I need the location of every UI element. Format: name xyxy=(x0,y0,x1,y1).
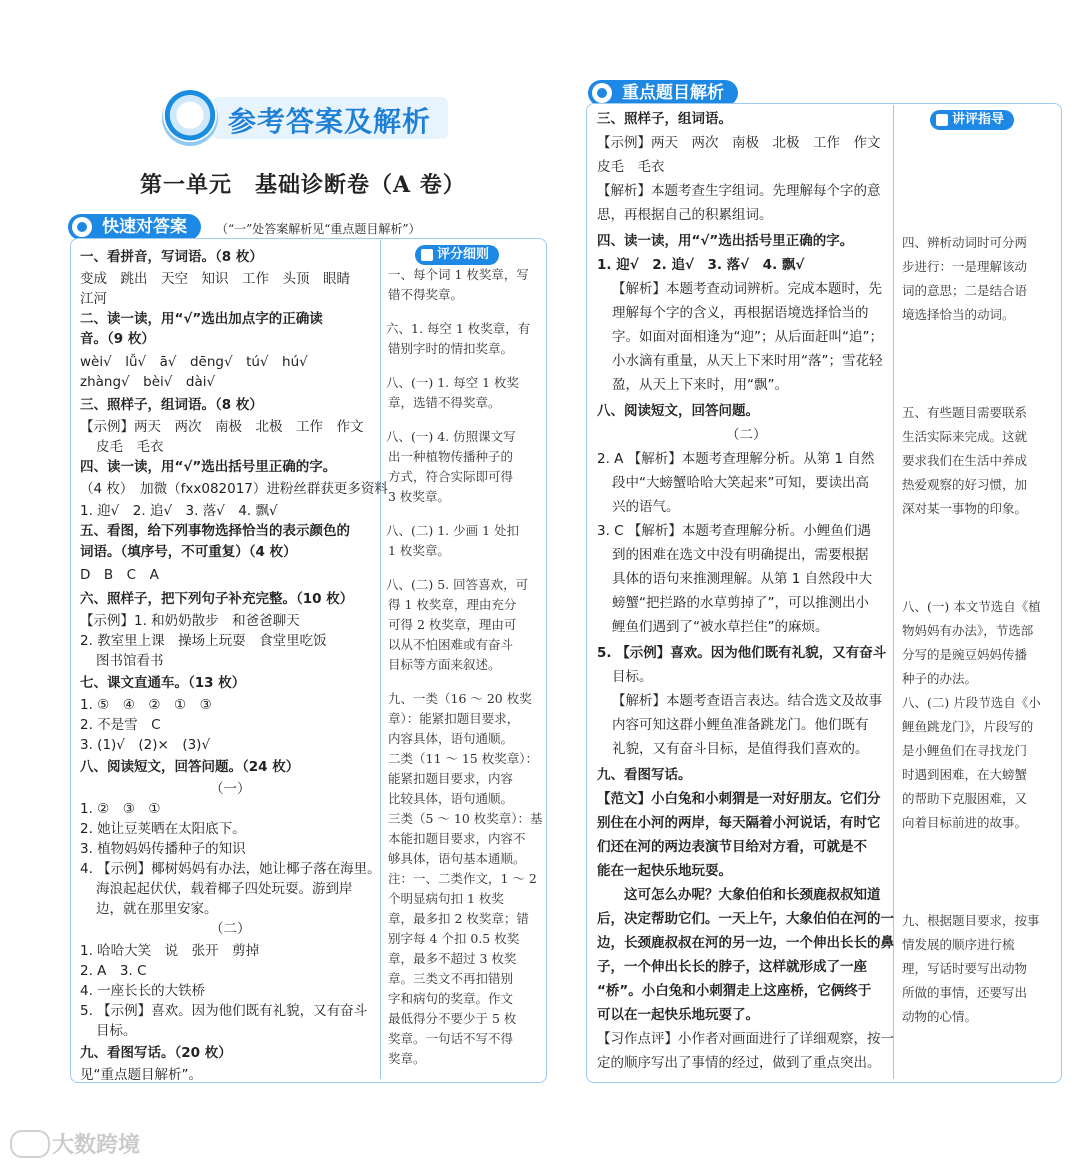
key-note: 九、根据题目要求，按事 xyxy=(902,913,1040,928)
key-line: 螃蟹“把拦路的水草剪掉了”，可以推测出小 xyxy=(612,595,869,611)
quick-note: 得 1 枚奖章，理由充分 xyxy=(388,597,517,612)
key-line: 段中“大螃蟹哈哈大笑起来”可知，要读出高 xyxy=(612,475,869,491)
quick-note: 错不得奖章。 xyxy=(388,287,464,302)
quick-line: 2. 教室里上课 操场上玩耍 食堂里吃饭 xyxy=(80,633,327,649)
quick-line: 1. ② ③ ① xyxy=(80,801,161,817)
key-line: 定的顺序写出了事情的经过，做到了重点突出。 xyxy=(597,1055,881,1071)
quick-note: 三类（5 ～ 10 枚奖章）：基 xyxy=(388,811,543,826)
quick-line: 1. 哈哈大笑 说 张开 剪掉 xyxy=(80,943,260,959)
quick-note: 错别字时的情扣奖章。 xyxy=(388,341,514,356)
quick-line: 4. 【示例】椰树妈妈有办法，她让椰子落在海里。 xyxy=(80,861,381,877)
quick-answers-header xyxy=(68,214,201,240)
key-line: 别住在小河的两岸，每天隔着小河说话，有时它 xyxy=(597,815,881,831)
quick-line: 六、照样子，把下列句子补充完整。（10 枚） xyxy=(80,591,354,607)
quick-line: 音。（9 枚） xyxy=(80,331,155,347)
key-note: 分写的是豌豆妈妈传播 xyxy=(902,647,1028,662)
key-line: 5. 【示例】喜欢。因为他们既有礼貌，又有奋斗 xyxy=(597,645,887,661)
lightbulb-icon xyxy=(592,83,612,103)
quick-note: 3 枚奖章。 xyxy=(388,489,450,504)
key-line: 字。如面对面相逢为“迎”；从后面赶叫“追”； xyxy=(612,329,883,345)
quick-note: 内容具体，语句通顺。 xyxy=(388,731,514,746)
quick-note: 二类（11 ～ 15 枚奖章）： xyxy=(388,751,538,766)
quick-note: 九、一类（16 ～ 20 枚奖 xyxy=(388,691,532,706)
key-line: 八、阅读短文，回答问题。 xyxy=(597,403,759,419)
key-line: 皮毛 毛衣 xyxy=(597,159,665,175)
key-note: 的帮助下克服困难，又 xyxy=(902,791,1028,806)
key-note: 深对某一事物的印象。 xyxy=(902,501,1028,516)
quick-line: 2. 她让豆荚晒在太阳底下。 xyxy=(80,821,246,837)
key-note: 词的意思；二是结合语 xyxy=(902,283,1028,298)
quick-note: 方式，符合实际即可得 xyxy=(388,469,514,484)
key-note: 动物的心情。 xyxy=(902,1009,978,1024)
key-line: 思，再根据自己的积累组词。 xyxy=(597,207,773,223)
quick-line: 2. 不是雪 C xyxy=(80,717,161,733)
quick-line: 5. 【示例】喜欢。因为他们既有礼貌，又有奋斗 xyxy=(80,1003,368,1019)
key-line: 【范文】小白兔和小刺猬是一对好朋友。它们分 xyxy=(597,791,881,807)
key-line: 盈，从天上下来时，用“飘”。 xyxy=(612,377,788,393)
quick-note: 最低得分不要少于 5 枚 xyxy=(388,1011,517,1026)
key-note: 八、(一) 本文节选自《植 xyxy=(902,599,1041,614)
quick-answers-label: 快速对答案 xyxy=(102,217,187,237)
quick-line: 皮毛 毛衣 xyxy=(96,439,164,455)
column-divider xyxy=(893,105,894,1079)
unit-title: 第一单元 基础诊断卷（A 卷） xyxy=(140,172,466,198)
key-line: 2. A 【解析】本题考查理解分析。从第 1 自然 xyxy=(597,451,875,467)
key-note: 所做的事情，还要写出 xyxy=(902,985,1028,1000)
key-line: 【解析】本题考查生字组词。先理解每个字的意 xyxy=(597,183,881,199)
quick-line: 五、看图，给下列事物选择恰当的表示颜色的 xyxy=(80,523,350,539)
quick-line: 边，就在那里安家。 xyxy=(96,901,218,917)
key-line: 【解析】本题考查动词辨析。完成本题时，先 xyxy=(612,281,882,297)
quick-line: 【示例】1. 和奶奶散步 和爸爸聊天 xyxy=(80,613,300,629)
key-line: （二） xyxy=(726,427,767,443)
key-line: 【习作点评】小作者对画面进行了详细观察，按一 xyxy=(597,1031,894,1047)
key-line: 小水滴有重量，从天上下来时用“落”；雪花轻 xyxy=(612,353,883,369)
quick-note: 比较具体，语句通顺。 xyxy=(388,791,514,806)
column-divider xyxy=(380,240,381,1079)
target-emblem-icon xyxy=(162,90,218,146)
key-line: “桥”。小白兔和小刺猬走上这座桥，它俩终于 xyxy=(597,983,872,999)
quick-note: 章，选错不得奖章。 xyxy=(388,395,501,410)
key-line: 能在一起快乐地玩耍。 xyxy=(597,863,732,879)
quick-line: （一） xyxy=(210,781,251,797)
quick-line: 二、读一读，用“√”选出加点字的正确读 xyxy=(80,311,323,327)
key-line: 可以在一起快乐地玩耍了。 xyxy=(597,1007,759,1023)
quick-note: 章。三类文不再扣错别 xyxy=(388,971,514,986)
key-line: 兴的语气。 xyxy=(612,499,680,515)
quick-line: 【示例】两天 两次 南极 北极 工作 作文 xyxy=(80,419,364,435)
quick-note: 够具体，语句基本通顺。 xyxy=(388,851,526,866)
key-line: 3. C 【解析】本题考查理解分析。小鲤鱼们遇 xyxy=(597,523,871,539)
key-line: 礼貌，又有奋斗目标，是值得我们喜欢的。 xyxy=(612,741,869,757)
key-note: 五、有些题目需要联系 xyxy=(902,405,1028,420)
key-line: 四、读一读，用“√”选出括号里正确的字。 xyxy=(597,233,854,249)
quick-line: wèi√ lǚ√ ā√ dēng√ tú√ hú√ xyxy=(80,354,308,370)
quick-note: 六、1. 每空 1 枚奖章，有 xyxy=(386,321,531,336)
key-note: 情发展的顺序进行梳 xyxy=(902,937,1015,952)
quick-line: 一、看拼音，写词语。（8 枚） xyxy=(80,249,263,265)
key-line: 理解每个字的含义，再根据语境选择恰当的 xyxy=(612,305,869,321)
key-note: 八、(二) 片段节选自《小 xyxy=(902,695,1041,710)
key-line: 子，一个伸出长长的脖子，这样就形成了一座 xyxy=(597,959,867,975)
key-line: 九、看图写话。 xyxy=(597,767,692,783)
quick-note: 目标等方面来叙述。 xyxy=(388,657,501,672)
key-note: 时遇到困难，在大螃蟹 xyxy=(902,767,1028,782)
quick-note: 八、(一) 4. 仿照课文写 xyxy=(386,429,516,444)
quick-note: 别字每 4 个扣 0.5 枚奖 xyxy=(388,931,520,946)
quick-line: 九、看图写话。（20 枚） xyxy=(80,1045,232,1061)
key-note: 四、辨析动词时可分两 xyxy=(902,235,1028,250)
quick-note: 奖章。 xyxy=(388,1051,426,1066)
quick-line: 四、读一读，用“√”选出括号里正确的字。 xyxy=(80,459,337,475)
quick-line: 海浪起起伏伏，载着椰子四处玩耍。游到岸 xyxy=(96,881,353,897)
key-note: 是小鲤鱼们在寻找龙门 xyxy=(902,743,1028,758)
guide-tag: 讲评指导 xyxy=(930,110,1014,130)
quick-note: 章，最多扣 2 枚奖章；错 xyxy=(388,911,529,926)
key-note: 种子的办法。 xyxy=(902,671,978,686)
key-line: 们还在河的两边表演节目给对方看，可就是不 xyxy=(597,839,867,855)
key-note: 向着目标前进的故事。 xyxy=(902,815,1028,830)
quick-line: 江河 xyxy=(80,291,107,307)
key-line: 具体的语句来推测理解。从第 1 自然段中大 xyxy=(612,571,873,587)
quick-line: 2. A 3. C xyxy=(80,963,147,979)
quick-line: （4 枚） 加微（fxx082017）进粉丝群获更多资料 xyxy=(80,481,388,497)
key-line: 边，长颈鹿叔叔在河的另一边，一个伸出长长的鼻 xyxy=(597,935,894,951)
heart-icon xyxy=(936,114,948,126)
key-note: 要求我们在生活中养成 xyxy=(902,453,1028,468)
key-line: 1. 迎√ 2. 追√ 3. 落√ 4. 飘√ xyxy=(597,257,805,273)
quick-line: 3. (1)√ (2)× (3)√ xyxy=(80,737,211,753)
page-title: 参考答案及解析 xyxy=(228,105,432,138)
key-line: 【解析】本题考查语言表达。结合选文及故事 xyxy=(612,693,882,709)
key-note: 物妈妈有办法》，节选部 xyxy=(902,623,1034,638)
quick-note: 1 枚奖章。 xyxy=(388,543,450,558)
quick-note: 八、(二) 1. 少画 1 处扣 xyxy=(386,523,520,538)
quick-line: 变成 跳出 天空 知识 工作 头顶 眼睛 xyxy=(80,271,350,287)
quick-note: 以从不怕困难或有奋斗 xyxy=(388,637,514,652)
quick-line: 词语。（填序号，不可重复）（4 枚） xyxy=(80,544,297,560)
key-line: 【示例】两天 两次 南极 北极 工作 作文 xyxy=(597,135,881,151)
quick-line: 七、课文直通车。（13 枚） xyxy=(80,675,246,691)
quick-note: 章，最多不超过 3 枚奖 xyxy=(388,951,517,966)
quick-line: 图书馆看书 xyxy=(96,653,164,669)
watermark-logo-icon xyxy=(10,1130,50,1158)
key-line: 鲤鱼们遇到了“被水草拦住”的麻烦。 xyxy=(612,619,829,635)
quick-line: 4. 一座长长的大铁桥 xyxy=(80,983,206,999)
key-note: 生活实际来完成。这就 xyxy=(902,429,1028,444)
key-note: 热爱观察的好习惯，加 xyxy=(902,477,1028,492)
quick-line: （二） xyxy=(210,921,251,937)
quick-note: 本能扣题目要求，内容不 xyxy=(388,831,526,846)
key-note: 理，写话时要写出动物 xyxy=(902,961,1028,976)
quick-note: 八、(二) 5. 回答喜欢，可 xyxy=(386,577,529,592)
quick-note: 八、(一) 1. 每空 1 枚奖 xyxy=(386,375,520,390)
quick-note: 出一种植物传播种子的 xyxy=(388,449,514,464)
key-line: 后，决定帮助它们。一天上午，大象伯伯在河的一 xyxy=(597,911,894,927)
quick-note: 一、每个词 1 枚奖章，写 xyxy=(388,267,529,282)
key-note: 步进行：一是理解该动 xyxy=(902,259,1028,274)
quick-line: 八、阅读短文，回答问题。（24 枚） xyxy=(80,759,300,775)
watermark: 大数跨境 xyxy=(52,1133,141,1158)
quick-note: 注：一、二类作文，1 ～ 2 xyxy=(388,871,537,886)
key-note: 鲤鱼跳龙门》，片段写的 xyxy=(902,719,1034,734)
key-line: 这可怎么办呢？大象伯伯和长颈鹿叔叔知道 xyxy=(624,887,881,903)
key-line: 到的困难在选文中没有明确提出，需要根据 xyxy=(612,547,869,563)
star-icon xyxy=(421,249,433,261)
quick-note: 字和病句的奖章。作文 xyxy=(388,991,514,1006)
quick-line: 目标。 xyxy=(96,1023,137,1039)
quick-note: 个明显病句扣 1 枚奖 xyxy=(388,891,504,906)
quick-line: 1. 迎√ 2. 追√ 3. 落√ 4. 飘√ xyxy=(80,503,278,519)
quick-line: D B C A xyxy=(80,567,159,583)
quick-line: 1. ⑤ ④ ② ① ③ xyxy=(80,697,212,713)
quick-note: 章）：能紧扣题目要求， xyxy=(388,711,520,726)
quick-note: 奖章。一句话不写不得 xyxy=(388,1031,514,1046)
quick-answers-hint: （“一”处答案解析见“重点题目解析”） xyxy=(216,222,421,236)
quick-line: zhàng√ bèi√ dài√ xyxy=(80,374,216,390)
quick-line: 3. 植物妈妈传播种子的知识 xyxy=(80,841,246,857)
key-line: 目标。 xyxy=(612,669,653,685)
key-note: 境选择恰当的动词。 xyxy=(902,307,1015,322)
quick-note: 可得 2 枚奖章，理由可 xyxy=(388,617,517,632)
quick-line: 三、照样子，组词语。（8 枚） xyxy=(80,397,263,413)
target-icon xyxy=(72,217,92,237)
key-line: 内容可知这群小鲤鱼准备跳龙门。他们既有 xyxy=(612,717,869,733)
key-line: 三、照样子，组词语。 xyxy=(597,111,732,127)
key-analysis-label: 重点题目解析 xyxy=(622,83,724,103)
score-rules-tag: 评分细则 xyxy=(415,245,499,265)
quick-note: 能紧扣题目要求，内容 xyxy=(388,771,514,786)
quick-line: 见“重点题目解析”。 xyxy=(80,1067,202,1083)
